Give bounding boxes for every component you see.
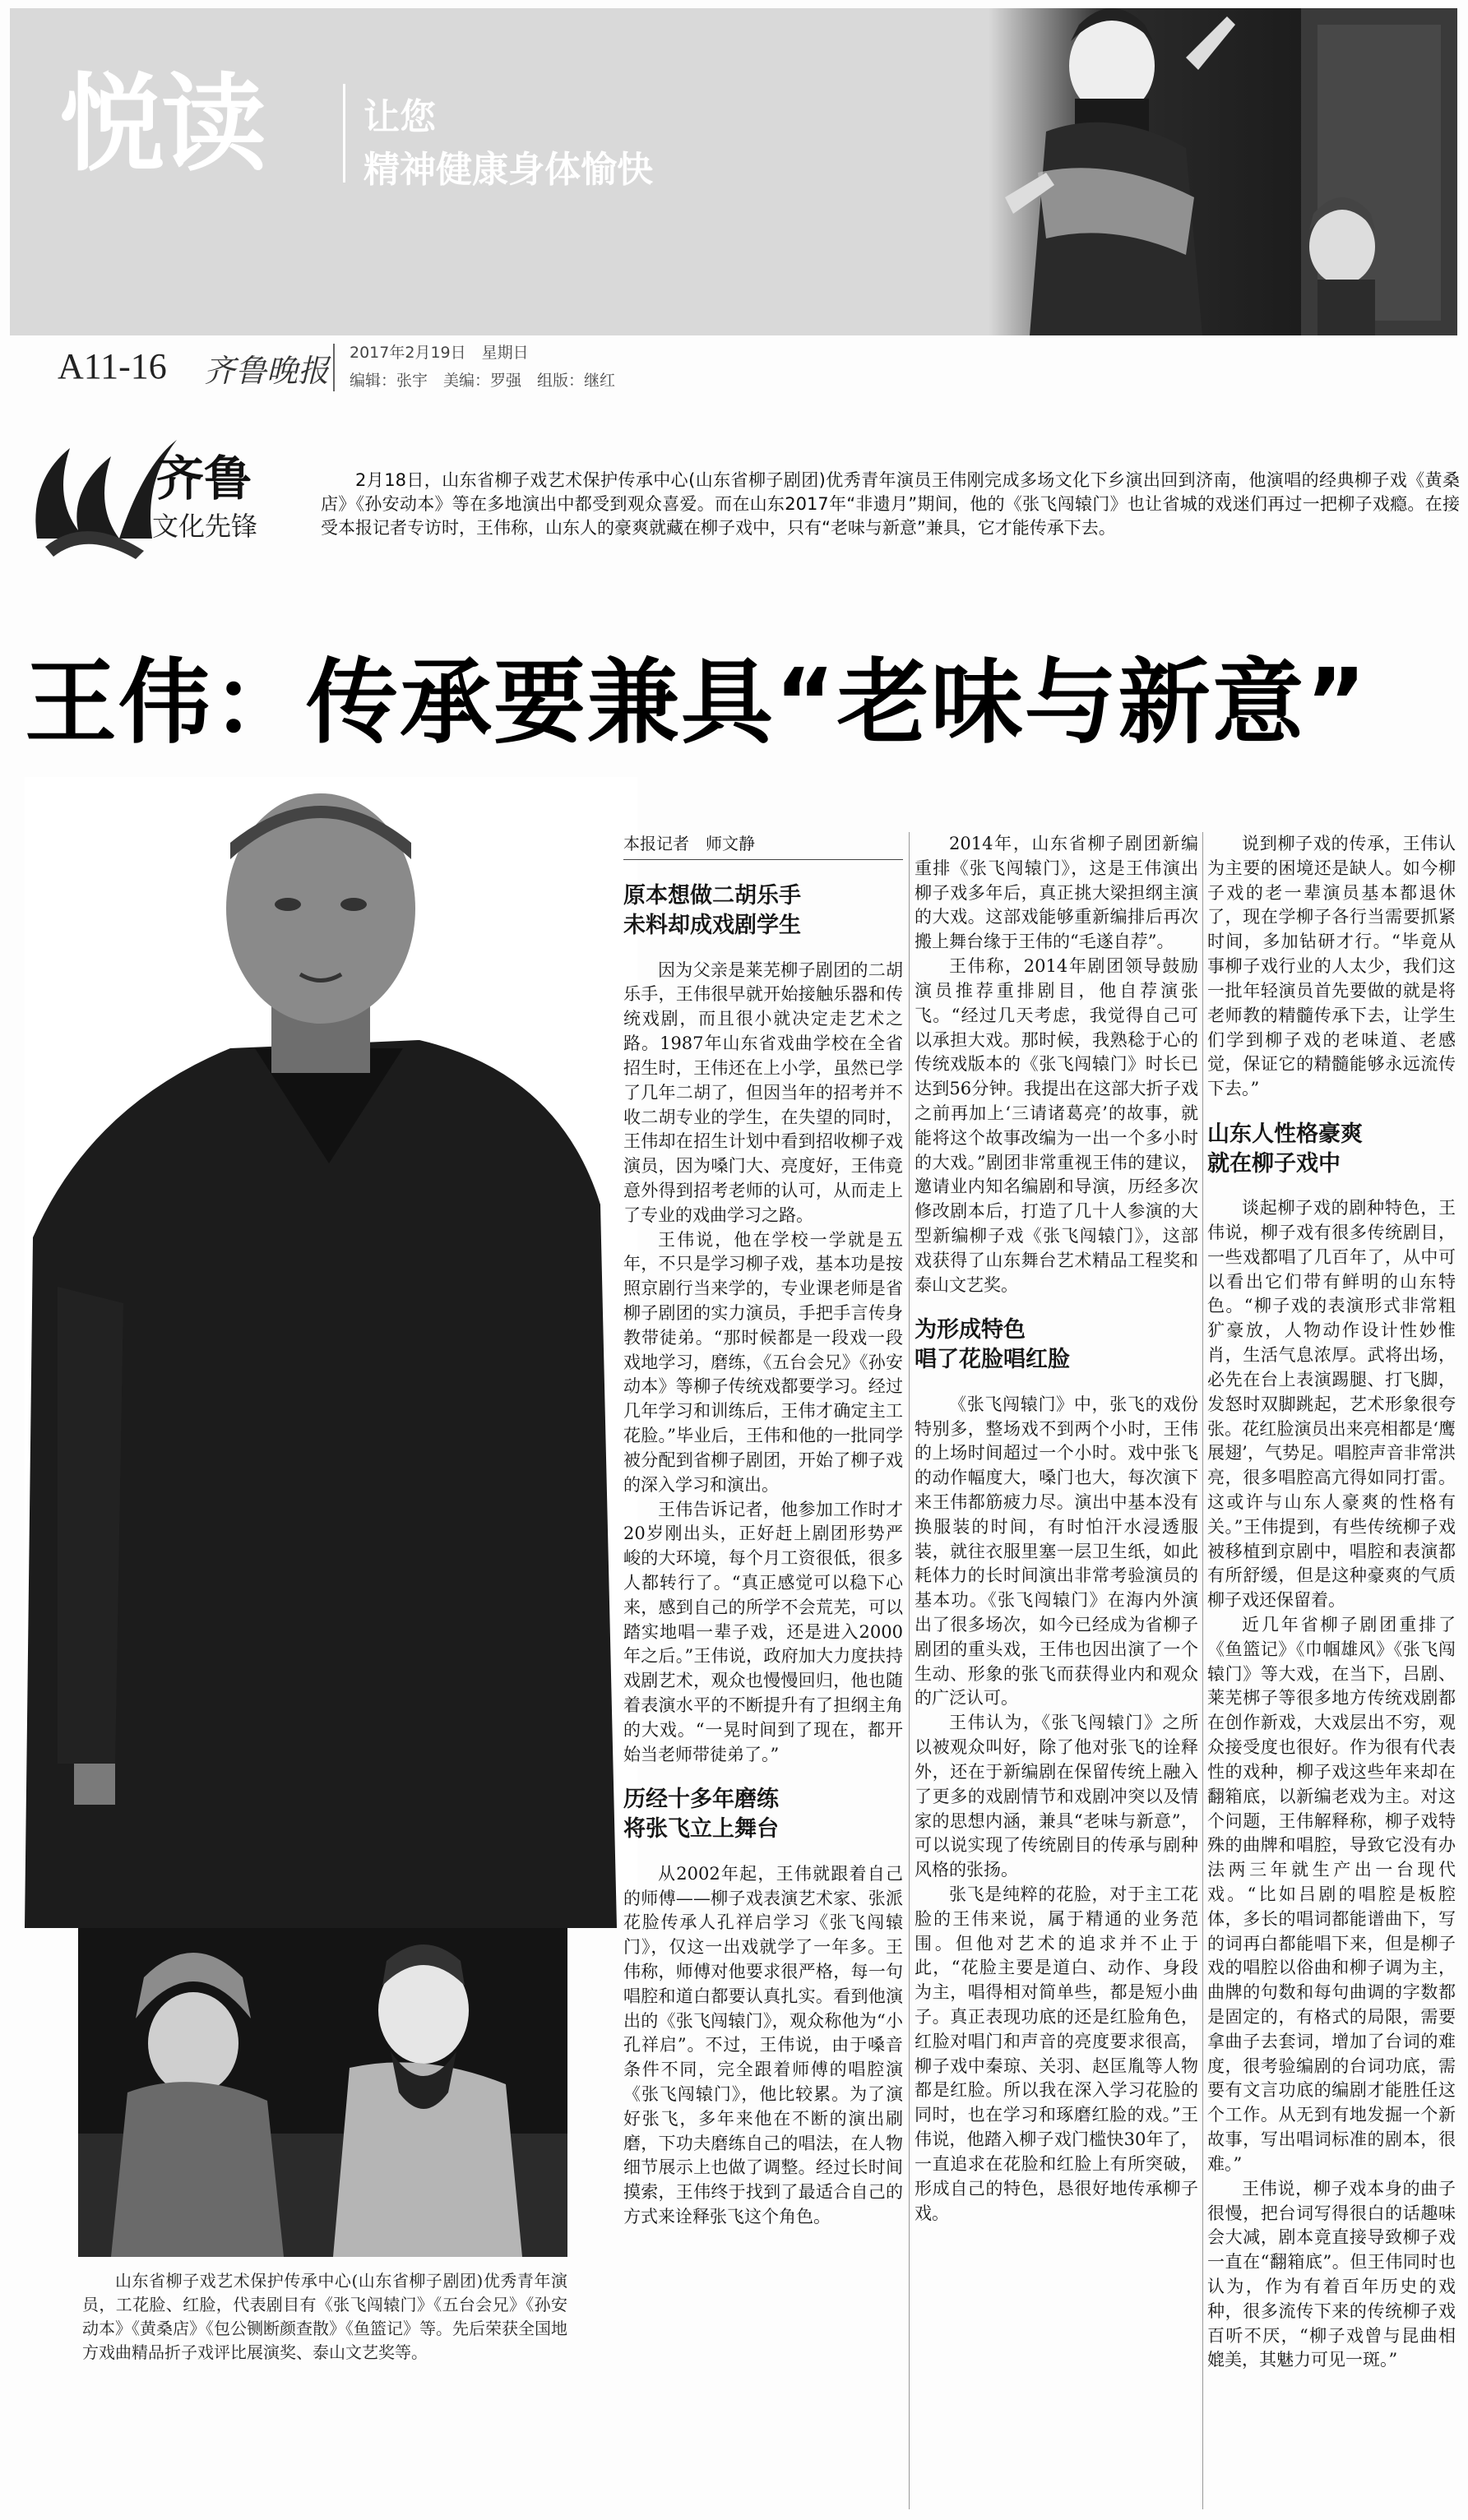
paragraph: 因为父亲是莱芜柳子剧团的二胡乐手，王伟很早就开始接触乐器和传统戏剧，而且很小就决定走艺术之路。1987年山东省戏曲学校在全省招生时，王伟还在上小学，虽然已学了几年二胡了，但因当年的招考并不收二胡专业的学生，在失望的同时，王伟却在招生计划中看到招收柳子戏演员，因为嗓门大、亮度好，王伟竟意外得到招考老师的认可，从而走上了专业的戏曲学习之路。 — [623, 959, 903, 1225]
article-headline: 王伟：传承要兼具“老味与新意” — [25, 650, 1368, 756]
paragraph: 说到柳子戏的传承，王伟认为主要的困境还是缺人。如今柳子戏的老一辈演员基本都退休了，现在学柳子各行当需要抓紧时间，多加钻研才行。“毕竟从事柳子戏行业的人太少，我们这一批年轻演员首先要做的就是将老师教的精髓传承下去，让学生们学到柳子戏的老味道、老感觉，保证它的精髓能够永远流传下去。” — [1207, 834, 1456, 1099]
section-title: 原本想做二胡乐手 未料却成戏剧学生 — [623, 883, 801, 939]
paragraph: 谈起柳子戏的剧种特色，王伟说，柳子戏有很多传统剧目，一些戏都唱了几百年了，从中可以看出它们带有鲜明的山东特色。“柳子戏的表演形式非常粗犷豪放，人物动作设计性妙惟肖，生活气息浓厚。武将出场，必先在台上表演踢腿、打飞脚，发怒时双脚跳起，艺术形象很夸张。花红脸演员出来亮相都是‘鹰展翅’，气势足。唱腔声音非常洪亮，很多唱腔高亢得如同打雷。这或许与山东人豪爽的性格有关。”王伟提到，有些传统柳子戏被移植到京剧中，唱腔和表演都有所舒缓，但是这种豪爽的气质柳子戏还保留着。 — [1207, 1198, 1456, 1611]
paragraph: 王伟告诉记者，他参加工作时才20岁刚出头，正好赶上剧团形势严峻的大环境，每个月工资很低，很多人都转行了。“真正感觉可以稳下心来，感到自己的所学不会荒芜，可以踏实地唱一辈子戏，还是进入2000年之后。”王伟说，政府加大力度扶持戏剧艺术，观众也慢慢回归，他也随着表演水平的不断提升有了担纲主角的大戏。“一晃时间到了现在，都开始当老师带徒弟了。” — [623, 1499, 903, 1764]
paragraph: 从2002年起，王伟就跟着自己的师傅——柳子戏表演艺术家、张派花脸传承人孔祥启学习《张飞闯辕门》，仅这一出戏就学了一年多。王伟称，师傅对他要求很严格，每一句唱腔和道白都要认真扎实。看到他演出的《张飞闯辕门》，观众称他为“小孔祥启”。不过，王伟说，由于嗓音条件不同，完全跟着师傅的唱腔演《张飞闯辕门》，他比较累。为了演好张飞，多年来他在不断的演出刷磨，下功夫磨练自己的唱法，在人物细节展示上也做了调整。经过长时间摸索，王伟终于找到了最适合自己的方式来诠释张飞这个角色。 — [623, 1863, 903, 2227]
article-column-2 — [915, 832, 1198, 2226]
byline: 本报记者 师文静 — [623, 832, 903, 860]
slogan-line-2: 精神健康身体愉快 — [364, 149, 653, 191]
masthead-banner — [10, 8, 1457, 335]
brand-title: 悦读 — [59, 63, 264, 186]
paragraph: 《张飞闯辕门》中，张飞的戏份特别多，整场戏不到两个小时，王伟的上场时间超过一个小时。戏中张飞的动作幅度大，嗓门也大，每次演下来王伟都筋疲力尽。演出中基本没有换服装的时间，有时怕汗水浸透服装，就往衣服里塞一层卫生纸，如此耗体力的长时间演出非常考验演员的基本功。《张飞闯辕门》在海内外演出了很多场次，如今已经成为省柳子剧团的重头戏，王伟也因出演了一个生动、形象的张飞而获得业内和观众的广泛认可。 — [915, 1394, 1198, 1709]
paragraph: 王伟说，柳子戏本身的曲子很慢，把台词写得很白的话趣味会大减，剧本竟直接导致柳子戏一直在“翻箱底”。但王伟同时也认为，作为有着百年历史的戏种，很多流传下来的传统柳子戏百听不厌，“柳子戏曾与昆曲相媲美，其魅力可见一斑。” — [1207, 2178, 1456, 2370]
section-title: 山东人性格豪爽 就在柳子戏中 — [1207, 1121, 1363, 1177]
column-logo-subtitle: 文化先锋 — [152, 511, 258, 542]
editor-credits: 编辑：张宇 美编：罗强 组版：继红 — [350, 372, 616, 390]
paragraph: 王伟说，他在学校一学就是五年，不只是学习柳子戏，基本功是按照京剧行当来学的，专业课老师是省柳子剧团的实力演员，手把手言传身教带徒弟。“那时候都是一段戏一段戏地学习，磨练，《五台会兄》《孙安动本》等柳子传统戏都要学习。经过几年学习和训练后，王伟才确定主工花脸。”毕业后，王伟和他的一批同学被分配到省柳子剧团，开始了柳子戏的深入学习和演出。 — [623, 1229, 903, 1495]
stage-performance-photo — [78, 1928, 567, 2257]
paragraph: 王伟认为，《张飞闯辕门》之所以被观众叫好，除了他对张飞的诠释外，还在于新编剧在保留传统上融入了更多的戏剧情节和戏剧冲突以及情家的思想内涵，兼具“老味与新意”，可以说实现了传统剧目的传承与剧种风格的张扬。 — [915, 1713, 1198, 1880]
paragraph: 张飞是纯粹的花脸，对于主工花脸的王伟来说，属于精通的业务范围。但他对艺术的追求并不止于此，“花脸主要是道白、动作、身段为主，唱得相对简单些，都是短小曲子。真正表现功底的还是红脸角色，红脸对唱门和声音的亮度要求很高，柳子戏中秦琼、关羽、赵匡胤等人物都是红脸。所以我在深入学习花脸的同时，也在学习和琢磨红脸的戏。”王伟说，他踏入柳子戏门槛快30年了，一直追求在花脸和红脸上有所突破，形成自己的特色，恳很好地传承柳子戏。 — [915, 1884, 1198, 2223]
column-divider — [909, 832, 910, 2509]
section-title: 历经十多年磨练 将张飞立上舞台 — [623, 1787, 779, 1843]
issue-date: 2017年2月19日 星期日 — [350, 344, 529, 362]
photo-caption: 山东省柳子戏艺术保护传承中心(山东省柳子剧团)优秀青年演员，工花脸、红脸，代表剧目有《张飞闯辕门》《五台会兄》《孙安动本》《黄桑店》《包公铡断颜查散》《鱼篮记》等。先后荣获全国地方戏曲精品折子戏评比展演奖、泰山文艺奖等。 — [82, 2271, 567, 2362]
article-column-3 — [1207, 832, 1456, 2373]
section-title: 为形成特色 唱了花脸唱红脸 — [915, 1317, 1070, 1373]
paragraph: 2014年，山东省柳子剧团新编重排《张飞闯辕门》，这是王伟演出柳子戏多年后，真正挑大梁担纲主演的大戏。这部戏能够重新编排后再次搬上舞台缘于王伟的“毛遂自荐”。 — [915, 834, 1198, 952]
paragraph: 近几年省柳子剧团重排了《鱼篮记》《巾帼雄风》《张飞闯辕门》等大戏，在当下，吕剧、莱芜梆子等很多地方传统戏剧都在创作新戏，大戏层出不穷，观众接受度也很好。作为很有代表性的戏种，柳子戏这些年来却在翻箱底，以新编老戏为主。对这个问题，王伟解释称，柳子戏特殊的曲牌和唱腔，导致它没有办法两三年就生产出一台现代戏。“比如吕剧的唱腔是板腔体，多长的唱词都能谱曲下，写的词再白都能唱下来，但是柳子戏的唱腔以俗曲和柳子调为主，曲牌的句数和每句曲调的字数都是固定的，有格式的局限，需要拿曲子去套词，增加了台词的难度，很考验编剧的台词功底，需要有文言功底的编剧才能胜任这个工作。从无到有地发掘一个新故事，写出唱词标准的剧本，很难。” — [1207, 1615, 1456, 2174]
column-divider — [1202, 832, 1203, 2509]
article-lede: 2月18日，山东省柳子戏艺术保护传承中心(山东省柳子剧团)优秀青年演员王伟刚完成多场文化下乡演出回到济南，他演唱的经典柳子戏《黄桑店》《孙安动本》等在多地演出中都受到观众喜爱。而在山东2017年“非遗月”期间，他的《张飞闯辕门》也让省城的戏迷们再过一把柳子戏瘾。在接受本报记者专访时，王伟称，山东人的豪爽就藏在柳子戏中，只有“老味与新意”兼具，它才能传承下去。 — [321, 470, 1460, 538]
article-column-1 — [623, 832, 903, 2230]
portrait-photo — [25, 777, 637, 1928]
newspaper-name: 齐鲁晚报 — [204, 353, 330, 389]
header-divider — [333, 344, 335, 391]
column-logo-name: 齐鲁 — [156, 451, 252, 506]
paragraph: 王伟称，2014年剧团领导鼓励演员推荐重排剧目，他自荐演张飞。“经过几天考虑，我觉得自己可以承担大戏。那时候，我熟稔于心的传统戏版本的《张飞闯辕门》时长已达到56分钟。我提出在这部大折子戏之前再加上‘三请诸葛亮’的故事，就能将这个故事改编为一出一个多小时的大戏。”剧团非常重视王伟的建议，邀请业内知名编剧和导演，历经多次修改剧本后，打造了几十人参演的大型新编柳子戏《张飞闯辕门》，这部戏获得了山东舞台艺术精品工程奖和泰山文艺奖。 — [915, 956, 1198, 1295]
brand-divider — [343, 84, 345, 183]
opera-banner-photo — [989, 8, 1457, 335]
page-number: A11-16 — [58, 346, 167, 386]
slogan-line-1: 让您 — [364, 96, 436, 138]
